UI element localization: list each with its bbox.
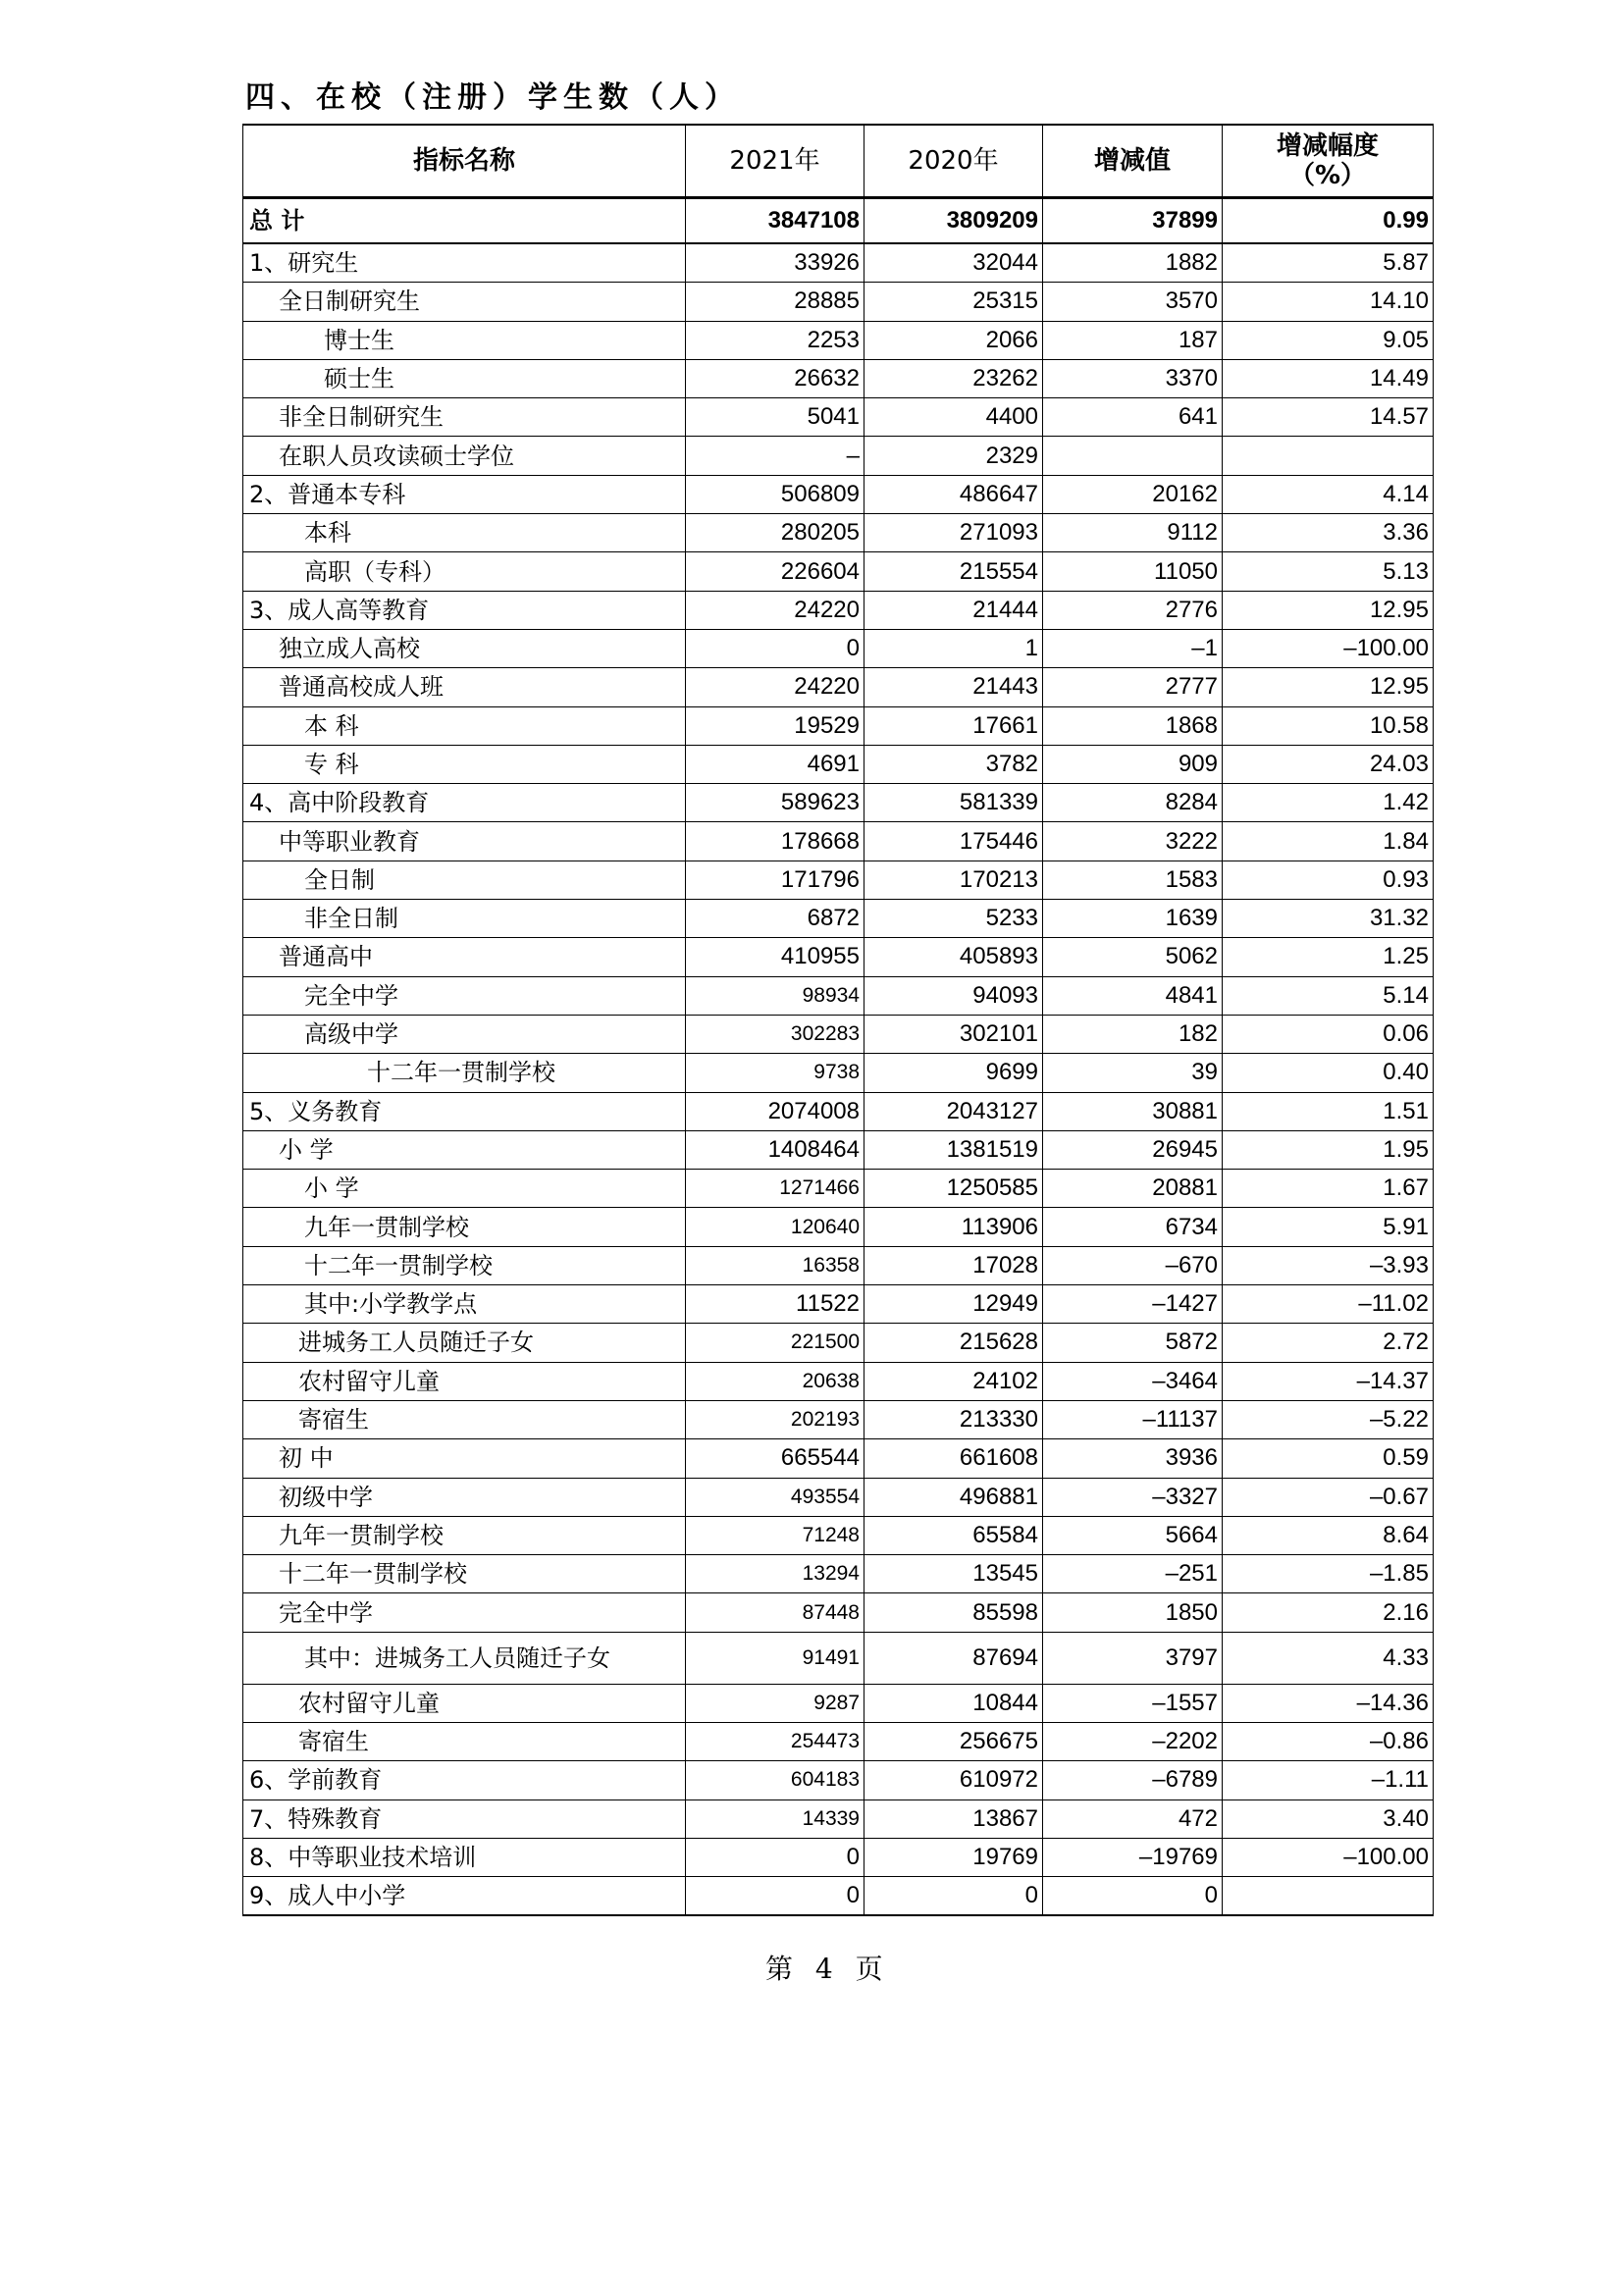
row-label: 普通高校成人班 xyxy=(243,668,686,706)
student-count-table xyxy=(242,124,1434,1916)
cell-2020: 17661 xyxy=(864,706,1043,745)
row-label: 博士生 xyxy=(243,321,686,359)
cell-2020: 10844 xyxy=(864,1684,1043,1722)
cell-pct: 12.95 xyxy=(1223,668,1434,706)
cell-2021: 2074008 xyxy=(686,1092,864,1130)
cell-pct: –11.02 xyxy=(1223,1285,1434,1324)
cell-pct xyxy=(1223,1877,1434,1916)
cell-pct: 14.10 xyxy=(1223,283,1434,321)
cell-2020: 13867 xyxy=(864,1799,1043,1838)
cell-diff: 3370 xyxy=(1043,359,1223,397)
row-label: 硕士生 xyxy=(243,359,686,397)
table-row xyxy=(243,1555,1434,1593)
cell-pct: 2.16 xyxy=(1223,1593,1434,1632)
cell-2020: 5233 xyxy=(864,900,1043,938)
cell-2020: 65584 xyxy=(864,1516,1043,1554)
cell-2021: 120640 xyxy=(686,1208,864,1246)
cell-2020: 215628 xyxy=(864,1324,1043,1362)
cell-pct: 1.95 xyxy=(1223,1130,1434,1169)
cell-pct: –1.11 xyxy=(1223,1761,1434,1799)
cell-diff: 4841 xyxy=(1043,976,1223,1015)
cell-diff: 2777 xyxy=(1043,668,1223,706)
cell-diff: 1850 xyxy=(1043,1593,1223,1632)
cell-pct: –100.00 xyxy=(1223,1838,1434,1876)
table-row xyxy=(243,1684,1434,1722)
cell-diff: –6789 xyxy=(1043,1761,1223,1799)
row-label: 进城务工人员随迁子女 xyxy=(243,1324,686,1362)
row-label: 非全日制研究生 xyxy=(243,398,686,437)
cell-2021: 221500 xyxy=(686,1324,864,1362)
table-row xyxy=(243,1838,1434,1876)
cell-2021: 9738 xyxy=(686,1054,864,1092)
cell-2020: 486647 xyxy=(864,475,1043,513)
cell-diff: 20881 xyxy=(1043,1170,1223,1208)
cell-diff: 909 xyxy=(1043,745,1223,783)
row-label: 5、义务教育 xyxy=(243,1092,686,1130)
cell-diff: 8284 xyxy=(1043,784,1223,822)
row-label: 8、中等职业技术培训 xyxy=(243,1838,686,1876)
cell-pct: 4.14 xyxy=(1223,475,1434,513)
row-label: 9、成人中小学 xyxy=(243,1877,686,1916)
table-row xyxy=(243,283,1434,321)
cell-pct: 8.64 xyxy=(1223,1516,1434,1554)
row-label: 非全日制 xyxy=(243,900,686,938)
cell-2020: 32044 xyxy=(864,243,1043,283)
cell-pct: 1.67 xyxy=(1223,1170,1434,1208)
row-label: 3、成人高等教育 xyxy=(243,591,686,629)
cell-pct: 0.40 xyxy=(1223,1054,1434,1092)
cell-2020: 25315 xyxy=(864,283,1043,321)
table-row xyxy=(243,1632,1434,1684)
cell-2021: 26632 xyxy=(686,359,864,397)
cell-pct: 5.13 xyxy=(1223,552,1434,591)
table-row xyxy=(243,1054,1434,1092)
row-label: 高级中学 xyxy=(243,1015,686,1053)
row-label: 独立成人高校 xyxy=(243,629,686,667)
cell-2020: 2043127 xyxy=(864,1092,1043,1130)
row-label: 1、研究生 xyxy=(243,243,686,283)
cell-2021: 0 xyxy=(686,1838,864,1876)
cell-2020: 87694 xyxy=(864,1632,1043,1684)
cell-diff: 3936 xyxy=(1043,1439,1223,1478)
row-label: 十二年一贯制学校 xyxy=(243,1246,686,1284)
cell-diff: 39 xyxy=(1043,1054,1223,1092)
row-label: 初级中学 xyxy=(243,1478,686,1516)
cell-2021: 13294 xyxy=(686,1555,864,1593)
table-header-row xyxy=(243,125,1434,198)
cell-diff: 5872 xyxy=(1043,1324,1223,1362)
header-change-rate: 增减幅度 （%） xyxy=(1223,125,1434,198)
cell-pct: –5.22 xyxy=(1223,1400,1434,1438)
table-row xyxy=(243,784,1434,822)
cell-pct: –100.00 xyxy=(1223,629,1434,667)
cell-diff: 1583 xyxy=(1043,861,1223,899)
cell-2020: 0 xyxy=(864,1877,1043,1916)
cell-pct: 1.51 xyxy=(1223,1092,1434,1130)
row-label: 小 学 xyxy=(243,1130,686,1169)
cell-2021: 1408464 xyxy=(686,1130,864,1169)
cell-2021: 71248 xyxy=(686,1516,864,1554)
cell-diff: 182 xyxy=(1043,1015,1223,1053)
table-row xyxy=(243,668,1434,706)
cell-2021: 14339 xyxy=(686,1799,864,1838)
table-row xyxy=(243,1170,1434,1208)
cell-pct: 0.59 xyxy=(1223,1439,1434,1478)
row-label: 2、普通本专科 xyxy=(243,475,686,513)
table-row xyxy=(243,1015,1434,1053)
table-row xyxy=(243,514,1434,552)
cell-2021: 4691 xyxy=(686,745,864,783)
row-label: 其中：进城务工人员随迁子女 xyxy=(243,1632,686,1684)
cell-2021: 171796 xyxy=(686,861,864,899)
cell-2021: 604183 xyxy=(686,1761,864,1799)
cell-2020: 3782 xyxy=(864,745,1043,783)
cell-2021: 5041 xyxy=(686,398,864,437)
table-row xyxy=(243,1722,1434,1760)
cell-diff: 641 xyxy=(1043,398,1223,437)
cell-diff: –1427 xyxy=(1043,1285,1223,1324)
row-label: 4、高中阶段教育 xyxy=(243,784,686,822)
row-label: 初 中 xyxy=(243,1439,686,1478)
cell-diff: 1882 xyxy=(1043,243,1223,283)
row-label: 九年一贯制学校 xyxy=(243,1208,686,1246)
cell-2020: 1250585 xyxy=(864,1170,1043,1208)
cell-2021: 589623 xyxy=(686,784,864,822)
cell-2021: 91491 xyxy=(686,1632,864,1684)
cell-pct: 1.42 xyxy=(1223,784,1434,822)
table-row xyxy=(243,359,1434,397)
table-row xyxy=(243,591,1434,629)
row-label: 完全中学 xyxy=(243,976,686,1015)
page-title: 四、在校（注册）学生数（人） xyxy=(245,80,740,115)
cell-diff: 20162 xyxy=(1043,475,1223,513)
table-row xyxy=(243,900,1434,938)
cell-diff: –3464 xyxy=(1043,1362,1223,1400)
row-label: 寄宿生 xyxy=(243,1400,686,1438)
table-row xyxy=(243,398,1434,437)
page-number: 第 4 页 xyxy=(765,1953,883,1985)
cell-diff: –11137 xyxy=(1043,1400,1223,1438)
cell-pct xyxy=(1223,437,1434,475)
total-pct: 0.99 xyxy=(1223,198,1434,244)
cell-2020: 24102 xyxy=(864,1362,1043,1400)
cell-2020: 12949 xyxy=(864,1285,1043,1324)
cell-pct: 14.49 xyxy=(1223,359,1434,397)
cell-diff: –251 xyxy=(1043,1555,1223,1593)
cell-pct: 9.05 xyxy=(1223,321,1434,359)
cell-2020: 215554 xyxy=(864,552,1043,591)
table-row xyxy=(243,1130,1434,1169)
table-row xyxy=(243,321,1434,359)
cell-pct: –3.93 xyxy=(1223,1246,1434,1284)
cell-pct: 4.33 xyxy=(1223,1632,1434,1684)
cell-2020: 4400 xyxy=(864,398,1043,437)
cell-2021: 302283 xyxy=(686,1015,864,1053)
table-row xyxy=(243,1400,1434,1438)
header-2021: 2021年 xyxy=(686,125,864,198)
cell-pct: –1.85 xyxy=(1223,1555,1434,1593)
table-row xyxy=(243,1092,1434,1130)
cell-2021: 665544 xyxy=(686,1439,864,1478)
total-label: 总 计 xyxy=(243,198,686,244)
cell-diff: 1639 xyxy=(1043,900,1223,938)
cell-2021: 24220 xyxy=(686,668,864,706)
cell-2021: 6872 xyxy=(686,900,864,938)
cell-pct: 2.72 xyxy=(1223,1324,1434,1362)
table-row xyxy=(243,1285,1434,1324)
cell-2021: 24220 xyxy=(686,591,864,629)
cell-diff: 1868 xyxy=(1043,706,1223,745)
table-row xyxy=(243,552,1434,591)
cell-diff: 3570 xyxy=(1043,283,1223,321)
cell-2020: 175446 xyxy=(864,822,1043,861)
row-label: 中等职业教育 xyxy=(243,822,686,861)
table-row xyxy=(243,1877,1434,1916)
row-label: 十二年一贯制学校 xyxy=(243,1054,686,1092)
cell-2020: 19769 xyxy=(864,1838,1043,1876)
cell-diff: 30881 xyxy=(1043,1092,1223,1130)
row-label: 6、学前教育 xyxy=(243,1761,686,1799)
cell-diff: 26945 xyxy=(1043,1130,1223,1169)
cell-pct: 12.95 xyxy=(1223,591,1434,629)
table-row xyxy=(243,861,1434,899)
cell-diff: –2202 xyxy=(1043,1722,1223,1760)
table-row xyxy=(243,706,1434,745)
row-label: 小 学 xyxy=(243,1170,686,1208)
cell-diff: 11050 xyxy=(1043,552,1223,591)
cell-diff: –3327 xyxy=(1043,1478,1223,1516)
cell-2021: 2253 xyxy=(686,321,864,359)
table-row xyxy=(243,1439,1434,1478)
cell-pct: –14.37 xyxy=(1223,1362,1434,1400)
cell-2020: 113906 xyxy=(864,1208,1043,1246)
cell-diff: –670 xyxy=(1043,1246,1223,1284)
cell-2020: 94093 xyxy=(864,976,1043,1015)
cell-2020: 170213 xyxy=(864,861,1043,899)
total-2020: 3809209 xyxy=(864,198,1043,244)
cell-2020: 496881 xyxy=(864,1478,1043,1516)
row-label: 其中:小学教学点 xyxy=(243,1285,686,1324)
row-label: 寄宿生 xyxy=(243,1722,686,1760)
cell-2020: 581339 xyxy=(864,784,1043,822)
cell-pct: 3.36 xyxy=(1223,514,1434,552)
cell-diff: 0 xyxy=(1043,1877,1223,1916)
cell-2021: 9287 xyxy=(686,1684,864,1722)
cell-2020: 13545 xyxy=(864,1555,1043,1593)
cell-2021: 20638 xyxy=(686,1362,864,1400)
table-row xyxy=(243,822,1434,861)
cell-2020: 661608 xyxy=(864,1439,1043,1478)
cell-diff: 187 xyxy=(1043,321,1223,359)
cell-pct: 10.58 xyxy=(1223,706,1434,745)
cell-2021: – xyxy=(686,437,864,475)
row-label: 农村留守儿童 xyxy=(243,1362,686,1400)
cell-2021: 98934 xyxy=(686,976,864,1015)
cell-2020: 21443 xyxy=(864,668,1043,706)
header-change-value: 增减值 xyxy=(1043,125,1223,198)
cell-2020: 256675 xyxy=(864,1722,1043,1760)
cell-diff: 5062 xyxy=(1043,938,1223,976)
cell-2021: 506809 xyxy=(686,475,864,513)
cell-2020: 2329 xyxy=(864,437,1043,475)
table-row xyxy=(243,243,1434,283)
total-2021: 3847108 xyxy=(686,198,864,244)
table-row xyxy=(243,1478,1434,1516)
cell-2021: 28885 xyxy=(686,283,864,321)
cell-2021: 33926 xyxy=(686,243,864,283)
row-label: 本 科 xyxy=(243,706,686,745)
cell-pct: 31.32 xyxy=(1223,900,1434,938)
cell-2020: 21444 xyxy=(864,591,1043,629)
table-row xyxy=(243,976,1434,1015)
row-label: 九年一贯制学校 xyxy=(243,1516,686,1554)
cell-pct: –0.86 xyxy=(1223,1722,1434,1760)
cell-diff: 3797 xyxy=(1043,1632,1223,1684)
row-label: 普通高中 xyxy=(243,938,686,976)
table-row xyxy=(243,745,1434,783)
table-row xyxy=(243,1208,1434,1246)
row-label: 专 科 xyxy=(243,745,686,783)
total-diff: 37899 xyxy=(1043,198,1223,244)
cell-2020: 17028 xyxy=(864,1246,1043,1284)
cell-pct: 14.57 xyxy=(1223,398,1434,437)
cell-pct: –14.36 xyxy=(1223,1684,1434,1722)
cell-2020: 2066 xyxy=(864,321,1043,359)
cell-2020: 302101 xyxy=(864,1015,1043,1053)
cell-diff: 6734 xyxy=(1043,1208,1223,1246)
cell-pct: 0.06 xyxy=(1223,1015,1434,1053)
cell-pct: 0.93 xyxy=(1223,861,1434,899)
table-row xyxy=(243,1362,1434,1400)
table-row xyxy=(243,1324,1434,1362)
cell-2021: 226604 xyxy=(686,552,864,591)
cell-2021: 87448 xyxy=(686,1593,864,1632)
table-row xyxy=(243,475,1434,513)
row-label: 7、特殊教育 xyxy=(243,1799,686,1838)
cell-diff: 472 xyxy=(1043,1799,1223,1838)
cell-2021: 202193 xyxy=(686,1400,864,1438)
cell-2021: 254473 xyxy=(686,1722,864,1760)
row-label: 十二年一贯制学校 xyxy=(243,1555,686,1593)
cell-pct: –0.67 xyxy=(1223,1478,1434,1516)
cell-pct: 24.03 xyxy=(1223,745,1434,783)
header-2020: 2020年 xyxy=(864,125,1043,198)
cell-2020: 213330 xyxy=(864,1400,1043,1438)
cell-pct: 5.14 xyxy=(1223,976,1434,1015)
cell-diff: –1 xyxy=(1043,629,1223,667)
cell-2020: 405893 xyxy=(864,938,1043,976)
cell-diff: 5664 xyxy=(1043,1516,1223,1554)
cell-diff: 3222 xyxy=(1043,822,1223,861)
row-label: 高职（专科） xyxy=(243,552,686,591)
row-label: 本科 xyxy=(243,514,686,552)
cell-pct: 5.91 xyxy=(1223,1208,1434,1246)
cell-diff: –19769 xyxy=(1043,1838,1223,1876)
cell-2021: 16358 xyxy=(686,1246,864,1284)
total-row xyxy=(243,198,1434,244)
cell-2021: 19529 xyxy=(686,706,864,745)
cell-2020: 9699 xyxy=(864,1054,1043,1092)
cell-2021: 11522 xyxy=(686,1285,864,1324)
cell-diff: 2776 xyxy=(1043,591,1223,629)
cell-2021: 1271466 xyxy=(686,1170,864,1208)
cell-2020: 23262 xyxy=(864,359,1043,397)
table-row xyxy=(243,938,1434,976)
cell-2020: 1 xyxy=(864,629,1043,667)
cell-2020: 271093 xyxy=(864,514,1043,552)
table-row xyxy=(243,629,1434,667)
cell-pct: 5.87 xyxy=(1223,243,1434,283)
cell-2021: 0 xyxy=(686,1877,864,1916)
cell-2020: 85598 xyxy=(864,1593,1043,1632)
row-label: 完全中学 xyxy=(243,1593,686,1632)
cell-2020: 1381519 xyxy=(864,1130,1043,1169)
cell-pct: 1.84 xyxy=(1223,822,1434,861)
row-label: 全日制研究生 xyxy=(243,283,686,321)
cell-diff xyxy=(1043,437,1223,475)
cell-2021: 0 xyxy=(686,629,864,667)
table-row xyxy=(243,1246,1434,1284)
cell-2020: 610972 xyxy=(864,1761,1043,1799)
cell-diff: –1557 xyxy=(1043,1684,1223,1722)
table-row xyxy=(243,1761,1434,1799)
table-row xyxy=(243,1593,1434,1632)
cell-diff: 9112 xyxy=(1043,514,1223,552)
row-label: 在职人员攻读硕士学位 xyxy=(243,437,686,475)
cell-2021: 493554 xyxy=(686,1478,864,1516)
table-row xyxy=(243,1516,1434,1554)
table-row xyxy=(243,437,1434,475)
cell-pct: 1.25 xyxy=(1223,938,1434,976)
cell-pct: 3.40 xyxy=(1223,1799,1434,1838)
cell-2021: 410955 xyxy=(686,938,864,976)
row-label: 农村留守儿童 xyxy=(243,1684,686,1722)
table-row xyxy=(243,1799,1434,1838)
header-indicator-name: 指标名称 xyxy=(243,125,686,198)
cell-2021: 280205 xyxy=(686,514,864,552)
cell-2021: 178668 xyxy=(686,822,864,861)
row-label: 全日制 xyxy=(243,861,686,899)
